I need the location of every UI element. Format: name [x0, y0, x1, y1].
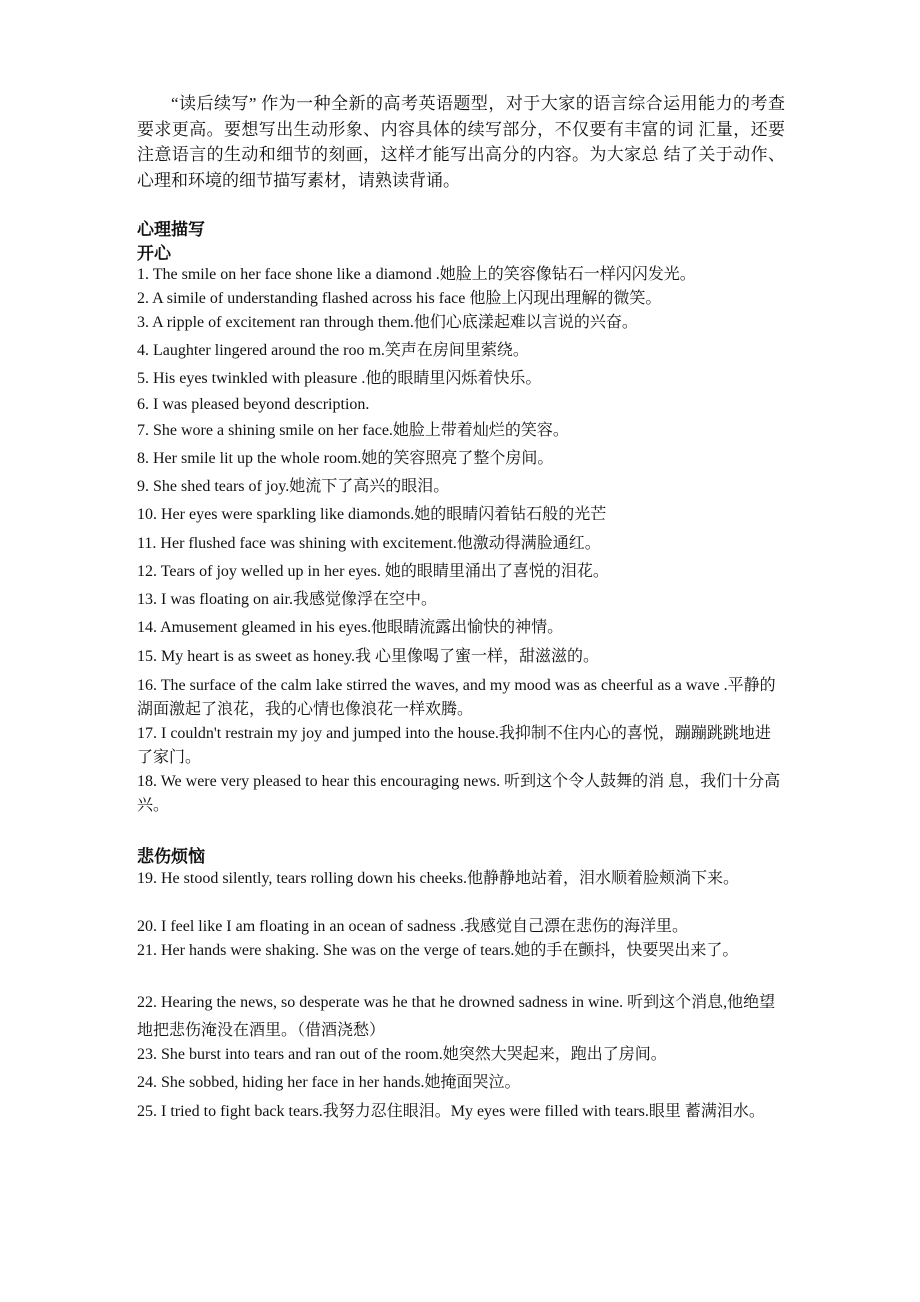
list-item: 10. Her eyes were sparkling like diamonds.她的眼睛闪着钻石般的光芒: [137, 506, 607, 523]
list-item: 23. She burst into tears and ran out of the room.她突然大哭起来，跑出了房间。: [137, 1046, 667, 1063]
list-item: 5. His eyes twinkled with pleasure .他的眼睛里闪烁着快乐。: [137, 370, 542, 387]
list-item: 22. Hearing the news, so desperate was he that he drowned sadness in wine. 听到这个消息,他绝望地把悲伤淹没在酒里。（借酒浇愁）: [137, 994, 776, 1039]
subheading-happy: 开心: [137, 244, 171, 264]
list-item: 15. My heart is as sweet as honey.我 心里像喝了蜜一样，甜滋滋的。: [137, 648, 600, 665]
list-item: 21. Her hands were shaking. She was on the verge of tears.她的手在颤抖，快要哭出来了。: [137, 942, 739, 959]
list-item: 2. A simile of understanding flashed across his face 他脸上闪现出理解的微笑。: [137, 290, 662, 307]
list-item: 14. Amusement gleamed in his eyes.他眼睛流露出愉快的神情。: [137, 619, 564, 636]
list-item: 17. I couldn't restrain my joy and jumped into the house.我抑制不住内心的喜悦，蹦蹦跳跳地进了家门。: [137, 725, 771, 766]
intro-paragraph: “读后续写” 作为一种全新的高考英语题型，对于大家的语言综合运用能力的考查要求更高。要想写出生动形象、内容具体的续写部分，不仅要有丰富的词 汇量，还要注意语言的生动和细节的刻画，这样才能写出高分的内容。为大家总 结了关于动作、心理和环境的细节描写素材，请熟读背诵。: [137, 94, 785, 190]
list-item: 13. I was floating on air.我感觉像浮在空中。: [137, 591, 437, 608]
list-item: 24. She sobbed, hiding her face in her hands.她掩面哭泣。: [137, 1074, 521, 1091]
list-item: 4. Laughter lingered around the roo m.笑声在房间里萦绕。: [137, 342, 529, 359]
list-item: 18. We were very pleased to hear this encouraging news. 听到这个令人鼓舞的消 息，我们十分高兴。: [137, 773, 781, 814]
list-item: 25. I tried to fight back tears.我努力忍住眼泪。My eyes were filled with tears.眼里 蓄满泪水。: [137, 1103, 765, 1120]
list-item: 9. She shed tears of joy.她流下了高兴的眼泪。: [137, 478, 450, 495]
list-item: 1. The smile on her face shone like a diamond .她脸上的笑容像钻石一样闪闪发光。: [137, 266, 696, 283]
list-item: 7. She wore a shining smile on her face.她脸上带着灿烂的笑容。: [137, 422, 569, 439]
subheading-sad: 悲伤烦恼: [137, 847, 205, 867]
list-item: 16. The surface of the calm lake stirred the waves, and my mood was as cheerful as a wave .平静的湖面激起了浪花，我的心情也像浪花一样欢腾。: [137, 677, 776, 718]
list-item: 20. I feel like I am floating in an ocean of sadness .我感觉自己漂在悲伤的海洋里。: [137, 918, 689, 935]
list-item: 12. Tears of joy welled up in her eyes. 她的眼睛里涌出了喜悦的泪花。: [137, 563, 609, 580]
list-item: 6. I was pleased beyond description.: [137, 396, 370, 413]
list-item: 19. He stood silently, tears rolling down his cheeks.他静静地站着，泪水顺着脸颊淌下来。: [137, 870, 740, 887]
list-item: 3. A ripple of excitement ran through them.他们心底漾起难以言说的兴奋。: [137, 314, 638, 331]
list-item: 8. Her smile lit up the whole room.她的笑容照亮了整个房间。: [137, 450, 554, 467]
list-item: 11. Her flushed face was shining with excitement.他激动得满脸通红。: [137, 535, 601, 552]
section-title: 心理描写: [137, 220, 205, 240]
